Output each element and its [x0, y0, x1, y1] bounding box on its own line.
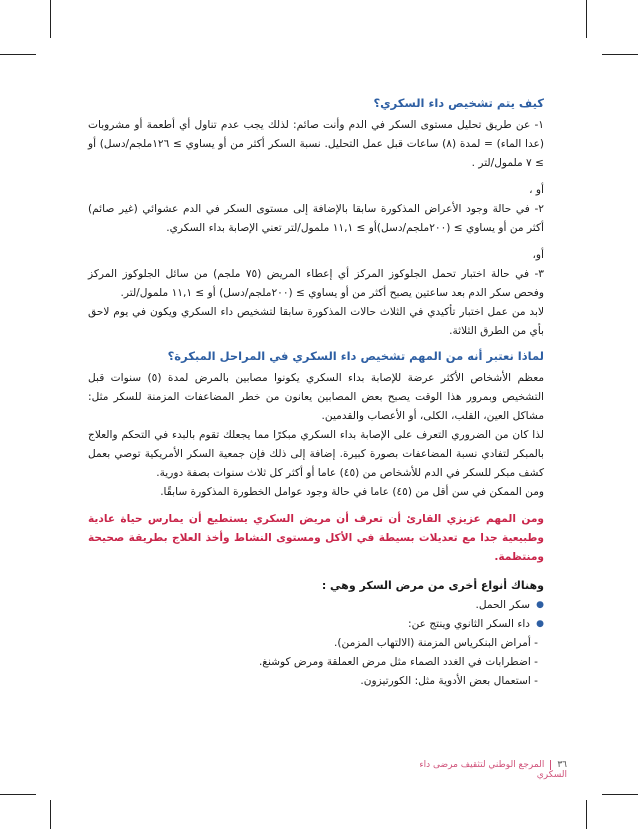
crop-mark [586, 800, 587, 829]
heading-diagnosis: كيف يتم تشخيص داء السكري؟ [373, 96, 544, 110]
footer-title: المرجع الوطني لتثقيف مرضى داء السكري [419, 760, 567, 780]
list-item: ● سكر الحمل. [88, 596, 544, 615]
paragraph-early-2: لذا كان من الضروري التعرف على الإصابة بداء السكري مبكرًا مما يجعلك تقوم بالبدء في التحكم والعلاج بالمبكر لتفادي نسبة المضاعفات بصورة كبيرة. إضافة إلى ذلك فإن جمعية السكر الأمريكية توصي بعمل كشف مبكر للسكر في الدم للأشخاص من (٤٥) عاما أو أكثر كل ثلاث سنوات بصفة دورية. [88, 429, 544, 479]
paragraph-method-1: ١- عن طريق تحليل مستوى السكر في الدم وأنت صائم: لذلك يجب عدم تناول أي أطعمة أو مشروبات (عدا الماء) = لمدة (٨) ساعات قبل عمل التحليل. نسبة السكر أكثر من أو يساوي ≥ ١٢٦ملجم/دسل) أو ≥ ٧ ملمول/لتر . [88, 119, 544, 169]
page-content [88, 96, 544, 691]
heading-early-diagnosis: لماذا نعتبر أنه من المهم تشخيص داء السكري في المراحل المبكرة؟ [167, 349, 544, 363]
paragraph-early-1: معظم الأشخاص الأكثر عرضة للإصابة بداء السكري يكونوا مصابين بالمرض لمدة (٥) سنوات قبل التشخيص وبمرور هذا الوقت يصبح بعض المصابين يعانون من خطر المضاعفات المزمنة للسكر مثل: مشاكل العين، القلب، الكلى، أو الأعصاب والقدمين. [88, 372, 544, 422]
paragraph-method-3: ٣- في حالة اختبار تحمل الجلوكوز المركز أي إعطاء المريض (٧٥ ملجم) من سائل الجلوكوز المركز وفحص سكر الدم بعد ساعتين يصبح أكثر من أو يساوي ≥ (٢٠٠ملجم/دسل) أو ≥ ١١,١ ملمول/لتر. [88, 268, 544, 299]
crop-mark [50, 800, 51, 829]
crop-mark [602, 54, 638, 55]
page-footer [391, 760, 567, 780]
crop-mark [50, 0, 51, 38]
crop-mark [0, 54, 36, 55]
list-item: ● داء السكر الثانوي وينتج عن: [88, 615, 544, 634]
paragraph-method-2: ٢- في حالة وجود الأعراض المذكورة سابقا بالإضافة إلى مستوى السكر في الدم عشوائي (غير صائم) أكثر من أو يساوي ≥ (٢٠٠ملجم/دسل)أو ≥ ١١,١ ملمول/لتر تعني الإصابة بداء السكري. [88, 203, 544, 234]
list-item: - استعمال بعض الأدوية مثل: الكورتيزون. [360, 675, 538, 687]
paragraph-early-3: ومن الممكن في سن أقل من (٤٥) عاما في حالة وجود عوامل الخطورة المذكورة سابقًا. [160, 486, 544, 498]
highlight-note: ومن المهم عزيزي القارئ أن تعرف أن مريض السكري يستطيع أن يمارس حياة عادية وطبيعية جدا مع تعديلات بسيطة في الأكل ومستوى النشاط وأخذ العلاج بطريقة صحيحة ومنتظمة. [88, 513, 544, 563]
crop-mark [602, 794, 638, 795]
paragraph-confirmation: لابد من عمل اختبار تأكيدي في الثلاث حالات المذكورة سابقا لتشخيص داء السكري ويكون في يوم لاحق بأي من الطرق الثلاثة. [88, 306, 544, 337]
or-separator: أو، [532, 249, 544, 261]
types-list [88, 596, 544, 691]
crop-mark [0, 794, 36, 795]
list-item: - اضطرابات في الغدد الصماء مثل مرض العملقة ومرض كوشنغ. [258, 656, 538, 668]
page-number: ٣٦ [550, 760, 567, 770]
or-separator: أو ، [529, 184, 544, 196]
list-item: - أمراض البنكرياس المزمنة (الالتهاب المزمن). [334, 637, 538, 649]
crop-mark [586, 0, 587, 38]
heading-other-types: وهناك أنواع أخرى من مرض السكر وهي : [321, 579, 544, 592]
